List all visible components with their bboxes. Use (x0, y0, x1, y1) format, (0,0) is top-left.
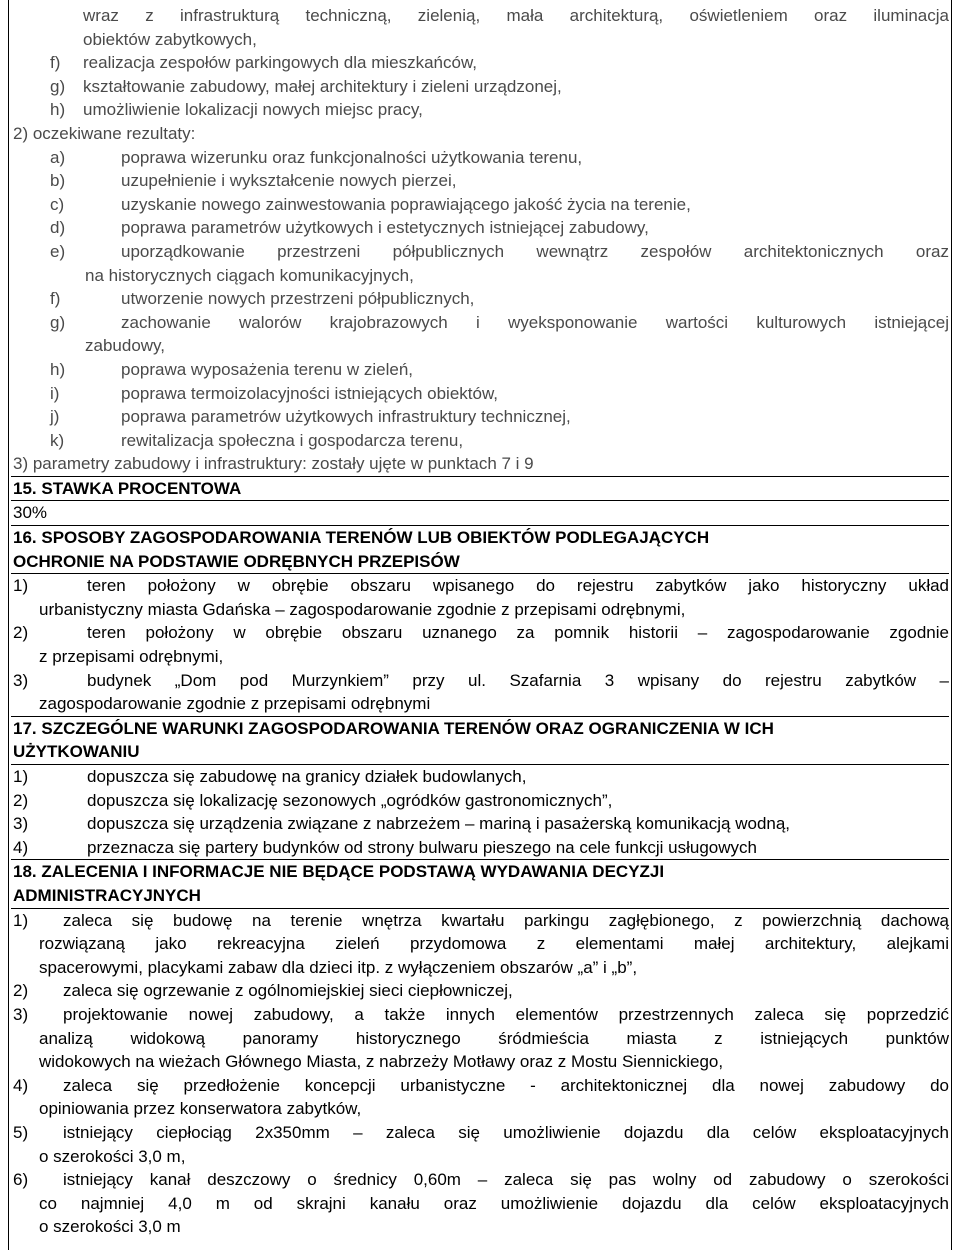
list-item (11, 765, 949, 789)
list-label: g) (50, 312, 66, 332)
list-label: i) (50, 383, 60, 403)
list-item (11, 621, 949, 645)
list-text: istniejący kanał deszczowy o średnicy 0,60m – zaleca się pas wolny od zabudowy o szerokości (63, 1170, 949, 1190)
list-label: f) (50, 53, 61, 73)
list-item (11, 146, 949, 170)
list-label: g) (50, 76, 66, 96)
list-text: istniejący ciepłociąg 2x350mm – zaleca się umożliwienie dojazdu dla celów eksploatacyjnych (63, 1122, 949, 1142)
list-text-continuation: o szerokości 3,0 m, (39, 1146, 186, 1166)
list-text: projektowanie nowej zabudowy, a także innych elementów przestrzennych zaleca się poprzedzić (63, 1004, 949, 1024)
list-item (11, 240, 949, 264)
list-label: c) (50, 194, 65, 214)
list-label: f) (50, 289, 61, 309)
list-text-continuation: zagospodarowanie zgodnie z przepisami odrębnymi (11, 692, 949, 717)
list-text: zaleca się budowę na terenie wnętrza kwartału parkingu zagłębionego, z powierzchnią dachową (63, 910, 949, 930)
list-label: 3) (13, 814, 29, 834)
text-line: obiektów zabytkowych, (83, 29, 257, 49)
list-item (11, 1168, 949, 1192)
list-label: j) (50, 407, 60, 427)
list-text: realizacja zespołów parkingowych dla mieszkańców, (83, 53, 478, 73)
list-label: a) (50, 147, 66, 167)
list-item (11, 75, 949, 99)
list-text: dopuszcza się zabudowę na granicy działek budowlanych, (87, 767, 527, 786)
list-item (11, 216, 949, 240)
list-text-continuation: zabudowy, (85, 336, 166, 356)
list-item (11, 193, 949, 217)
list-text: zaleca się przedłożenie koncepcji urbanistyczne - architektonicznej dla nowej zabudowy do (63, 1075, 949, 1095)
list-text-continuation: rozwiązaną jako rekreacyjna zieleń przydomowa z elementami małej architektury, alejkami (39, 934, 949, 954)
list-item (11, 979, 949, 1003)
list-text: uporządkowanie przestrzeni półpublicznych wewnątrz zespołów architektonicznych oraz (121, 241, 949, 261)
list-text: utworzenie nowych przestrzeni półpublicznych, (121, 289, 475, 309)
results-list (11, 146, 949, 453)
list-label: k) (50, 430, 65, 450)
results-title: 2) oczekiwane rezultaty: (13, 123, 196, 143)
list-label: e) (50, 241, 66, 261)
section-17-title: 17. SZCZEGÓLNE WARUNKI ZAGOSPODAROWANIA TERENÓW ORAZ OGRANICZENIA W ICH (13, 718, 774, 738)
list-item (11, 311, 949, 335)
list-label: 2) (13, 623, 29, 643)
list-text: teren położony w obrębie obszaru uznanego za pomnik historii – zagospodarowanie zgodnie (87, 623, 949, 643)
list-text: teren położony w obrębie obszaru wpisanego do rejestru zabytków jako historyczny układ (87, 576, 949, 596)
list-item (11, 812, 949, 836)
list-text-continuation: opiniowania przez konserwatora zabytków, (39, 1099, 362, 1119)
list-item (11, 836, 949, 861)
list-text-continuation: spacerowymi, placykami zabaw dla dzieci itp. z wyłączeniem obszarów „a” i „b”, (39, 957, 638, 977)
list-item (11, 98, 949, 122)
list-text: rewitalizacja społeczna i gospodarcza terenu, (121, 430, 464, 450)
percentage-value: 30% (11, 500, 949, 526)
list-item (11, 358, 949, 382)
list-item (11, 382, 949, 406)
section-16-title-cont: OCHRONIE NA PODSTAWIE ODRĘBNYCH PRZEPISÓW (11, 550, 949, 575)
list-label: 4) (13, 837, 29, 857)
section-17-list (11, 765, 949, 860)
list-item (11, 1074, 949, 1098)
list-label: 5) (13, 1122, 29, 1142)
list-text-continuation: na historycznych ciągach komunikacyjnych, (85, 265, 414, 285)
text-line: wraz z infrastrukturą techniczną, zielenią, mała architekturą, oświetleniem oraz iluminacja (83, 6, 949, 25)
section-17-title-cont: UŻYTKOWANIU (11, 740, 949, 765)
list-item (11, 1121, 949, 1145)
list-label: 1) (13, 576, 29, 596)
list-text: poprawa wizerunku oraz funkcjonalności użytkowania terenu, (121, 147, 583, 167)
list-text-continuation: urbanistyczny miasta Gdańska – zagospodarowanie zgodnie z przepisami odrębnymi, (39, 599, 686, 619)
list-text-continuation: o szerokości 3,0 m (39, 1217, 181, 1237)
list-text-continuation: z przepisami odrębnymi, (39, 647, 224, 667)
list-label: 4) (13, 1075, 29, 1095)
list-item (11, 429, 949, 453)
list-text: umożliwienie lokalizacji nowych miejsc pracy, (83, 100, 423, 120)
list-item (11, 169, 949, 193)
list-text: zachowanie walorów krajobrazowych i wyeksponowanie wartości kulturowych istniejącej (121, 312, 949, 332)
section-16-title: 16. SPOSOBY ZAGOSPODAROWANIA TERENÓW LUB OBIEKTÓW PODLEGAJĄCYCH (13, 528, 710, 548)
list-label: 3) (13, 670, 29, 690)
list-item (11, 1003, 949, 1027)
list-text: przeznacza się partery budynków od strony bulwaru pieszego na cele funkcji usługowych (87, 837, 757, 857)
list-label: d) (50, 218, 66, 238)
list-label: 2) (13, 981, 29, 1001)
list-text: poprawa wyposażenia terenu w zieleń, (121, 359, 414, 379)
list-label: 6) (13, 1170, 29, 1190)
section-16-list (11, 574, 949, 717)
list-text-continuation: analizą widokową panoramy historycznego śródmieścia miasta z istniejących punktów (39, 1028, 949, 1048)
list-label: 1) (13, 767, 29, 786)
list-item (11, 287, 949, 311)
list-text: poprawa parametrów użytkowych infrastruktury technicznej, (121, 407, 571, 427)
list-label: h) (50, 359, 66, 379)
list-item (11, 574, 949, 598)
section-14-continuation (11, 4, 949, 477)
section-18-title: 18. ZALECENIA I INFORMACJE NIE BĘDĄCE PODSTAWĄ WYDAWANIA DECYZJI (13, 862, 665, 882)
list-label: h) (50, 100, 66, 120)
list-text: budynek „Dom pod Murzynkiem” przy ul. Szafarnia 3 wpisany do rejestru zabytków – (87, 670, 949, 690)
list-text: kształtowanie zabudowy, małej architektury i zieleni urządzonej, (83, 76, 562, 96)
list-label: b) (50, 171, 66, 191)
list-label: 2) (13, 790, 29, 810)
list-text: zaleca się ogrzewanie z ogólnomiejskiej sieci ciepłowniczej, (63, 981, 513, 1001)
list-item (11, 789, 949, 813)
list-text-continuation: co najmniej 4,0 m od skrajni kanału oraz umożliwienie dojazdu dla celów eksploatacyjnych (39, 1193, 949, 1213)
section-18-title-cont: ADMINISTRACYJNYCH (11, 884, 949, 909)
list-text: poprawa parametrów użytkowych i estetycznych istniejącej zabudowy, (121, 218, 649, 238)
section-18-list (11, 909, 949, 1239)
list-item (11, 405, 949, 429)
list-text-continuation: widokowych na wieżach Głównego Miasta, z nabrzeży Motławy oraz z Mostu Siennickiego, (39, 1052, 724, 1072)
list-text: dopuszcza się urządzenia związane z nabrzeżem – mariną i pasażerską komunikacją wodną, (87, 814, 791, 834)
list-label: 3) (13, 1004, 29, 1024)
list-item (11, 51, 949, 75)
list-item (11, 669, 949, 693)
section-15-title: 15. STAWKA PROCENTOWA (13, 478, 242, 498)
params-line: 3) parametry zabudowy i infrastruktury: zostały ujęte w punktach 7 i 9 (11, 452, 949, 477)
list-label: 1) (13, 910, 29, 930)
list-text: uzupełnienie i wykształcenie nowych pierzei, (121, 171, 457, 191)
list-text: dopuszcza się lokalizację sezonowych „ogródków gastronomicznych”, (87, 790, 613, 810)
list-text: poprawa termoizolacyjności istniejących obiektów, (121, 383, 499, 403)
list-item (11, 909, 949, 933)
list-text: uzyskanie nowego zainwestowania poprawiającego jakość życia na terenie, (121, 194, 691, 214)
